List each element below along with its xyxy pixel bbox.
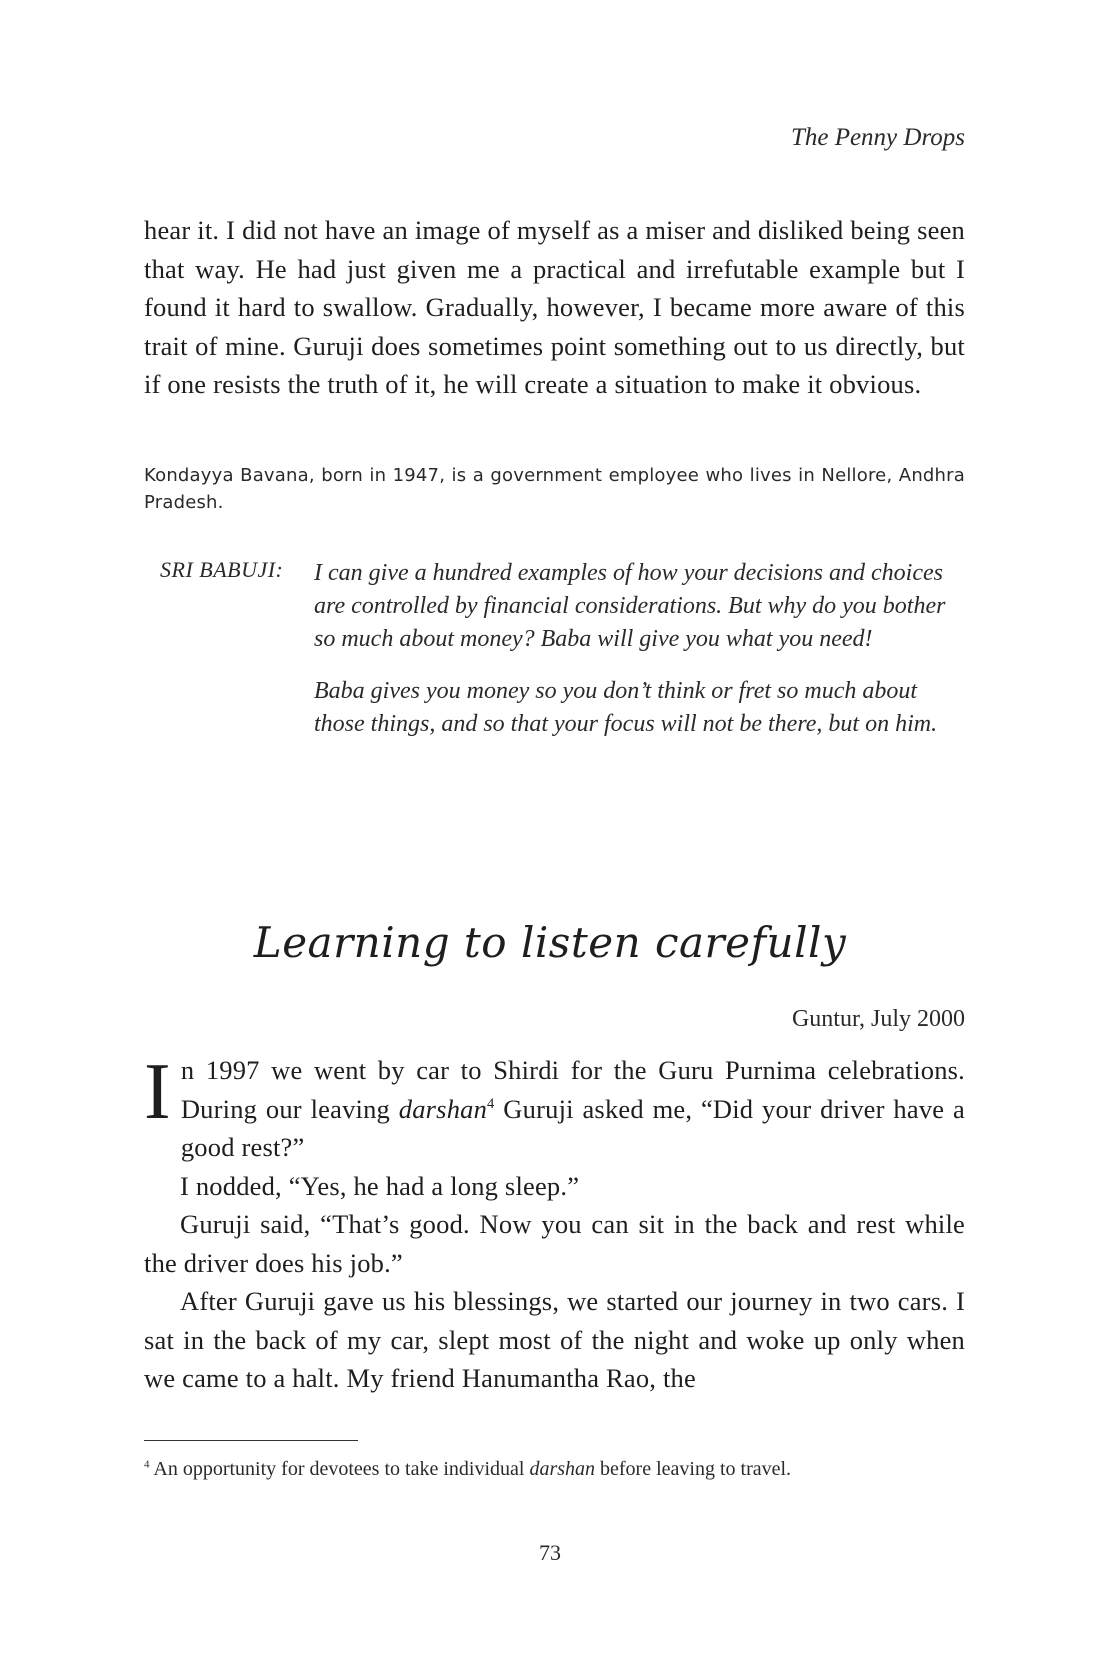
footnote-divider [144, 1440, 358, 1441]
footnote-ref: 4 [487, 1095, 495, 1112]
story-paragraph-1 [144, 1048, 965, 1167]
footnote-italic: darshan [529, 1458, 596, 1480]
intro-paragraph: hear it. I did not have an image of myself as a miser and disliked being seen that way. He had just given me a practical and irrefutable example but I found it hard to swallow. Gradually, however, I became more aware of this trait of mine. Guruji does sometimes point something out to us directly, but if one resists the truth of it, he will create a situation to make it obvious. [144, 215, 965, 399]
footnote-number: 4 [144, 1458, 150, 1471]
speech-text [314, 557, 950, 760]
story-paragraph-2: I nodded, “Yes, he had a long sleep.” [180, 1170, 580, 1201]
speech-paragraph: I can give a hundred examples of how your decisions and choices are controlled by financial considerations. But why do you bother so much about money? Baba will give you what you need! [314, 560, 946, 652]
story-paragraph-4: After Guruji gave us his blessings, we started our journey in two cars. I sat in the back of my car, slept most of the night and woke up only when we came to a halt. My friend Hanumantha Rao, the [144, 1286, 965, 1393]
speech-paragraph: Baba gives you money so you don’t think or fret so much about those things, and so that your focus will not be there, but on him. [314, 678, 938, 737]
speaker-label: SRI BABUJI: [160, 557, 284, 582]
story-p1-italic: darshan [398, 1093, 488, 1124]
footnote-text-b: before leaving to travel. [595, 1458, 792, 1480]
story-text [144, 1048, 965, 1398]
running-head: The Penny Drops [790, 124, 965, 151]
drop-cap: I [144, 1048, 171, 1136]
story-p1-text-a: n 1997 we went by car to Shirdi for the Guru Purnima celebrations. During our leaving [180, 1055, 965, 1124]
footnote [144, 1455, 974, 1483]
section-title: Learning to listen carefully [253, 918, 847, 967]
footnote-text-a: An opportunity for devotees to take individual [149, 1458, 530, 1480]
page-number: 73 [539, 1540, 561, 1565]
intro-paragraph-block [144, 211, 965, 404]
dateline: Guntur, July 2000 [791, 1006, 965, 1032]
story-p1-text-b: Guruji asked me, “Did your driver have a good rest?” [180, 1093, 965, 1162]
story-paragraph-3: Guruji said, “That’s good. Now you can sit in the back and rest while the driver does his job.” [144, 1209, 965, 1278]
bio-note: Kondayya Bavana, born in 1947, is a government employee who lives in Nellore, Andhra Pradesh. [144, 465, 965, 513]
